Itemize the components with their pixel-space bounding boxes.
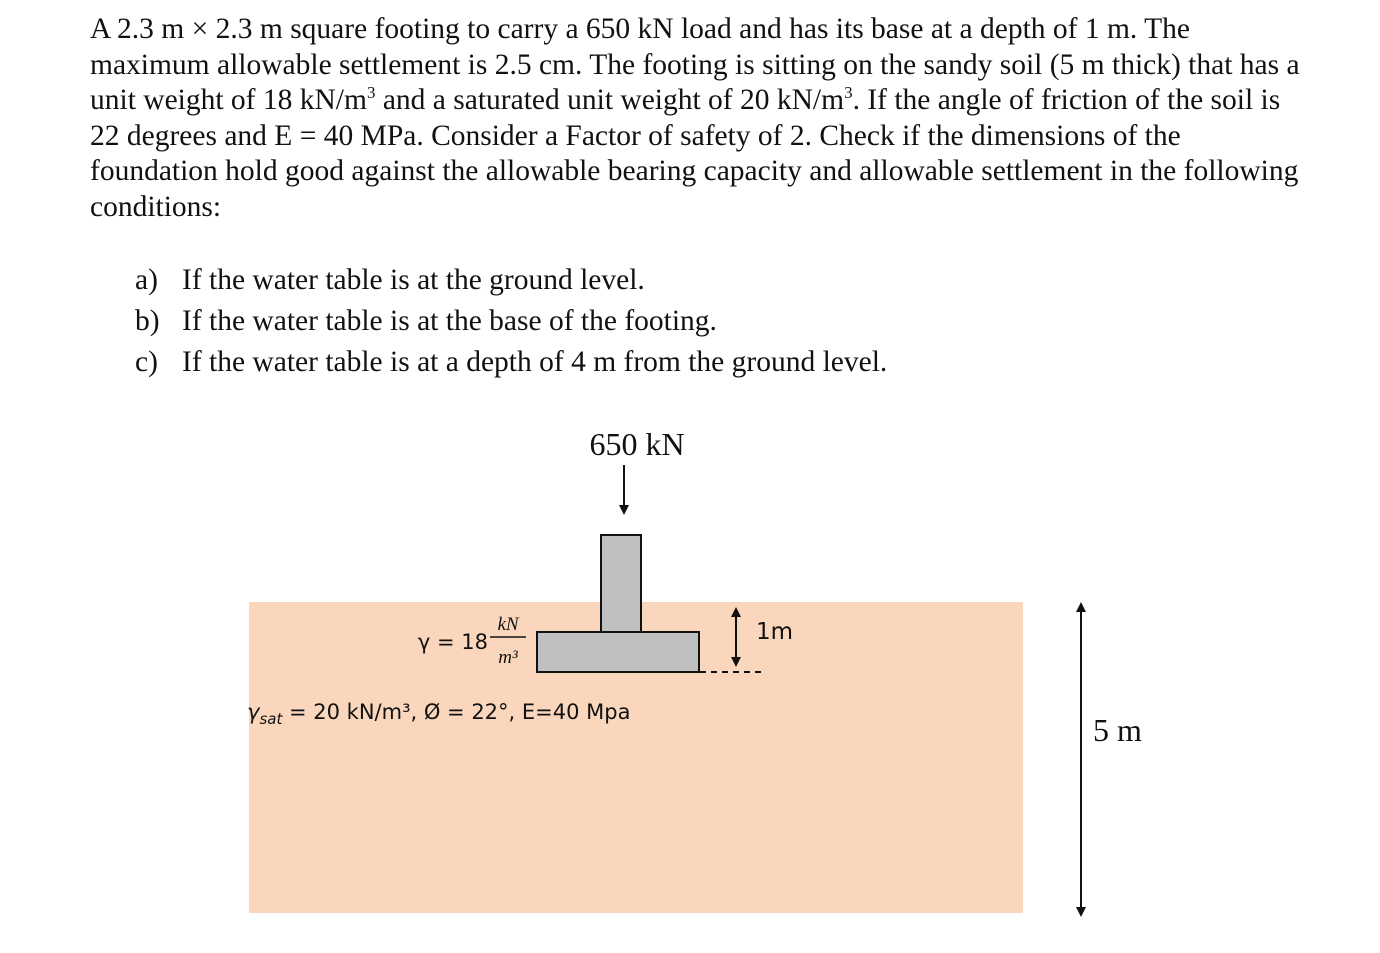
gamma-unit-denominator: m³ bbox=[498, 647, 518, 668]
problem-text-1: A 2.3 m × 2.3 m square footing to carry a 650 kN load and has its base at a depth of 1 m. The maximum allowable settlement is 2.5 cm. The footing is sitting on the sandy soil (5 m thick) that has a unit weight of 18 kN/m bbox=[90, 13, 1300, 117]
depth-label: 1m bbox=[756, 619, 794, 645]
problem-text-2: and a saturated unit weight of 20 kN/m bbox=[375, 84, 845, 117]
condition-text: If the water table is at the ground level. bbox=[182, 264, 645, 296]
gamma-sat-symbol: γ bbox=[247, 700, 260, 724]
problem-text-3: . If the angle of friction of the soil is 22 degrees and E = 40 MPa. Consider a Factor of safety of 2. Check if the dimensions of the foundation hold good against the allowable bearing capacity and allowable settlement in the following conditions: bbox=[90, 84, 1299, 223]
condition-marker: c) bbox=[135, 346, 158, 378]
gamma-sat-values: = 20 kN/m³, Ø = 22°, E=40 Mpa bbox=[282, 700, 631, 724]
superscript-3-b: 3 bbox=[844, 83, 853, 103]
gamma-sat-subscript: sat bbox=[259, 710, 283, 728]
footing-column bbox=[601, 535, 641, 632]
gamma-unit-numerator: kN bbox=[497, 614, 519, 635]
condition-marker: b) bbox=[135, 305, 160, 337]
footing-base bbox=[537, 632, 699, 672]
superscript-3-a: 3 bbox=[366, 83, 376, 103]
saturated-soil-label bbox=[247, 700, 630, 728]
thickness-label: 5 m bbox=[1093, 712, 1142, 748]
gamma-label: γ = 18 bbox=[417, 630, 488, 654]
condition-marker: a) bbox=[135, 264, 158, 296]
condition-text: If the water table is at a depth of 4 m from the ground level. bbox=[182, 346, 888, 378]
condition-text: If the water table is at the base of the footing. bbox=[182, 305, 717, 337]
load-label: 650 kN bbox=[589, 426, 685, 462]
